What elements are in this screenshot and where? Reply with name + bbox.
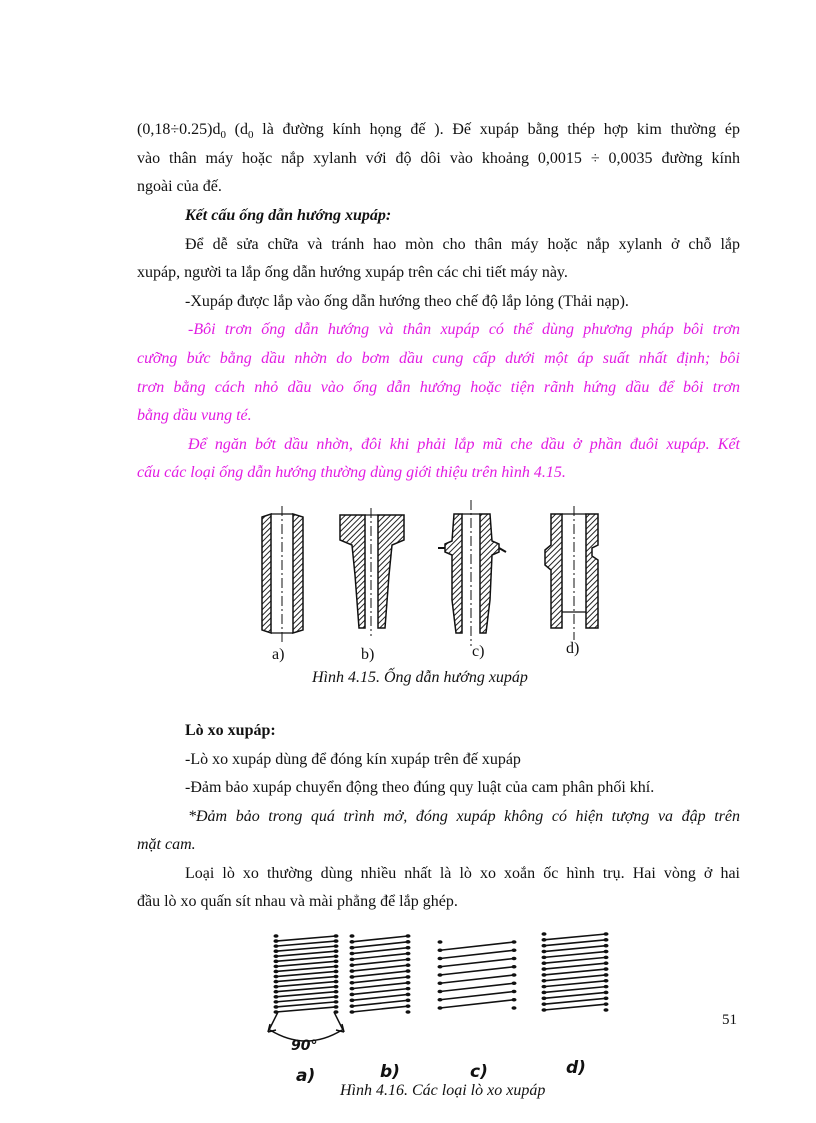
paragraph-line: $(0,18\div 0.25)d_0$ ($d_0$ là đường kính họng đế ). Đế xupáp bằng thép hợp kim thường ép [137,121,740,142]
figure-caption: Hình 4.16. Các loại lò xo xupáp [340,1082,546,1099]
paragraph-line: cấu các loại ống dẫn hướng thường dùng giới thiệu trên hình 4.15. [137,464,566,481]
paragraph-line: Loại lò xo thường dùng nhiều nhất là lò xo xoắn ốc hình trụ. Hai vòng ở hai [185,865,740,882]
spring-label-d: d) [566,1058,586,1078]
section-heading: Lò xo xupáp: [185,722,276,739]
paragraph-line: -Lò xo xupáp dùng để đóng kín xupáp trên đế xupáp [185,751,521,768]
spring-label-c: c) [470,1062,488,1082]
paragraph-line: Để dễ sửa chữa và tránh hao mòn cho thân máy hoặc nắp xylanh ở chỗ lắp [185,236,740,253]
paragraph-line: cưỡng bức bằng dầu nhờn do bơm dầu cung cấp dưới một áp suất nhất định; bôi [137,350,740,367]
figure-label-c: c) [472,643,485,660]
paragraph-line: -Xupáp được lắp vào ống dẫn hướng theo chế độ lắp lỏng (Thải nạp). [185,293,629,310]
paragraph-line: ngoài của đế. [137,178,222,195]
paragraph-line: đầu lò xo quấn sít nhau và mài phẳng để lắp ghép. [137,893,458,910]
angle-label: 90° [291,1038,318,1054]
spring-a [274,934,339,1014]
paragraph-line: Để ngăn bớt dầu nhờn, đôi khi phải lắp mũ che dầu ở phần đuôi xupáp. Kết [188,436,740,453]
paragraph-line: mặt cam. [137,836,196,853]
paragraph-line: trơn bằng cách nhỏ dầu vào ống dẫn hướng hoặc tiện rãnh hứng dầu để bôi trơn [137,379,740,396]
paragraph-line: -Bôi trơn ống dẫn hướng và thân xupáp có thể dùng phương pháp bôi trơn [188,321,740,338]
paragraph-line: xupáp, người ta lắp ống dẫn hướng xupáp trên các chi tiết máy này. [137,264,568,281]
spring-label-a: a) [296,1066,316,1086]
figure-label-d: d) [566,640,580,657]
figure-label-a: a) [272,646,285,663]
paragraph-line: *Đảm bảo trong quá trình mở, đóng xupáp không có hiện tượng va đập trên [188,808,740,825]
figure-label-b: b) [361,646,375,663]
spring-b [350,934,411,1014]
paragraph-line: vào thân máy hoặc nắp xylanh với độ dôi vào khoảng 0,0015 ÷ 0,0035 đường kính [137,150,740,167]
page-number: 51 [722,1012,737,1028]
paragraph-line: -Đảm bảo xupáp chuyển động theo đúng quy luật của cam phân phối khí. [185,779,655,796]
spring-c [438,940,517,1010]
spring-label-b: b) [380,1062,400,1082]
paragraph-line: bằng dầu vung té. [137,407,252,424]
figure-caption: Hình 4.15. Ống dẫn hướng xupáp [312,669,528,686]
section-heading: Kết cấu ống dẫn hướng xupáp: [185,207,392,224]
spring-d [542,932,609,1012]
